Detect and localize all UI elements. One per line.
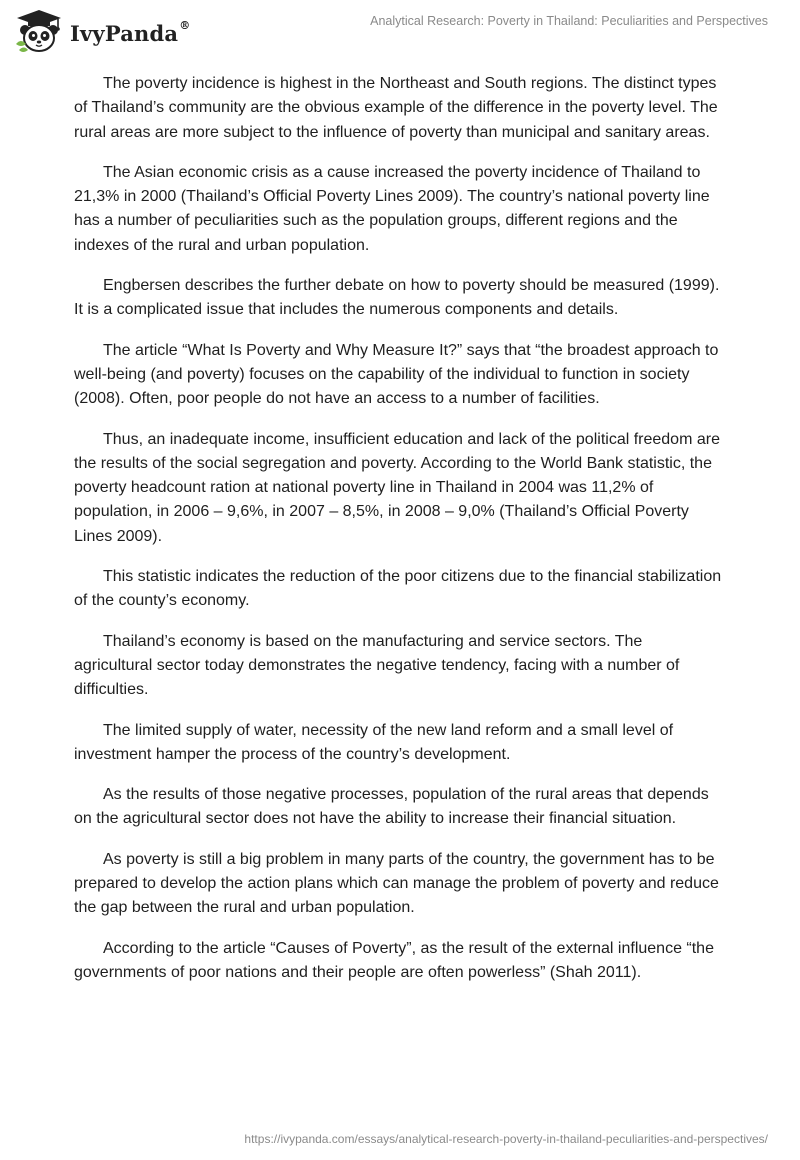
registered-mark: ® — [179, 18, 191, 32]
brand-text: IvyPanda — [70, 20, 179, 46]
panda-graduate-icon — [14, 8, 64, 54]
paragraph: Thus, an inadequate income, insufficient education and lack of the political freedom are the results of the social segregation and poverty. According to the World Bank statistic, the poverty headcount ration at national poverty line in Thailand in 2004 was 11,2% of population, in 2006 – 9,6%, in 2007 – 8,5%, in 2008 – 9,0% (Thailand’s Official Poverty Lines 2009). — [74, 430, 720, 545]
ivypanda-logo-link[interactable] — [14, 8, 190, 54]
brand-name — [70, 18, 191, 46]
paragraph: The poverty incidence is highest in the Northeast and South regions. The distinct types of Thailand’s community are the obvious example of the difference in the poverty level. The rural areas are more subject to the influence of poverty than municipal and sanitary areas. — [74, 75, 718, 141]
paragraph: According to the article “Causes of Poverty”, as the result of the external influence “the governments of poor nations and their people are often powerless” (Shah 2011). — [74, 939, 714, 981]
paragraph: The Asian economic crisis as a cause increased the poverty incidence of Thailand to 21,3% in 2000 (Thailand’s Official Poverty Lines 2009). The country’s national poverty line has a number of peculiarities such as the population groups, different regions and the indexes of the rural and urban population. — [74, 163, 710, 254]
source-url-link[interactable]: https://ivypanda.com/essays/analytical-research-poverty-in-thailand-peculiarities-and-perspectives/ — [244, 1132, 768, 1146]
paragraph: As the results of those negative processes, population of the rural areas that depends on the agricultural sector does not have the ability to increase their financial situation. — [74, 786, 709, 828]
page-header — [0, 0, 800, 64]
paragraph: This statistic indicates the reduction of the poor citizens due to the financial stabilization of the county’s economy. — [74, 568, 722, 610]
document-title: Analytical Research: Poverty in Thailand: Peculiarities and Perspectives — [370, 14, 768, 28]
essay-body — [74, 72, 724, 1001]
paragraph: Thailand’s economy is based on the manufacturing and service sectors. The agricultural sector today demonstrates the negative tendency, facing with a number of difficulties. — [74, 632, 680, 699]
paragraph: Engbersen describes the further debate on how to poverty should be measured (1999). It is a complicated issue that includes the numerous components and details. — [74, 277, 720, 319]
paragraph: The limited supply of water, necessity of the new land reform and a small level of investment hamper the process of the country’s development. — [74, 721, 674, 763]
paragraph: As poverty is still a big problem in many parts of the country, the government has to be prepared to develop the action plans which can manage the problem of poverty and reduce the gap between the rural and urban population. — [74, 850, 719, 917]
paragraph: The article “What Is Poverty and Why Measure It?” says that “the broadest approach to well-being (and poverty) focuses on the capability of the individual to function in society (2008). Often, poor people do not have an access to a number of facilities. — [74, 341, 719, 408]
